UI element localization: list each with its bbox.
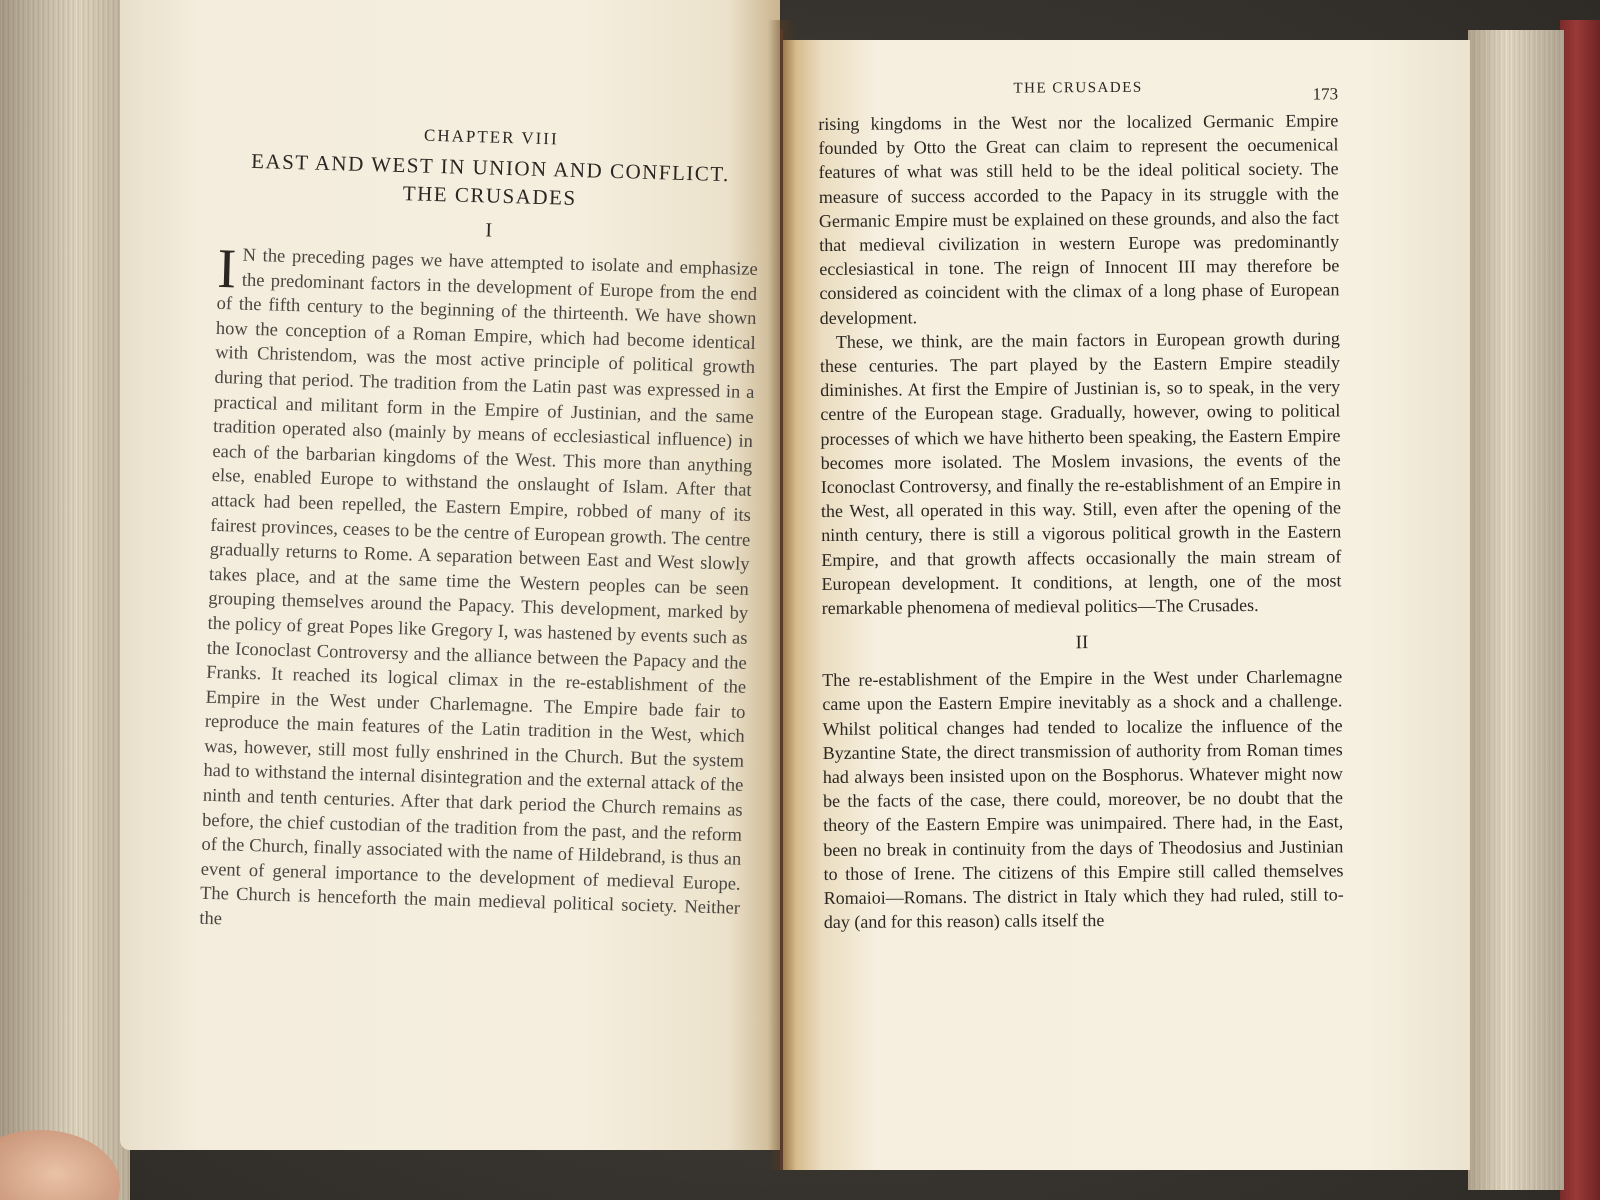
right-page-edges — [1468, 30, 1564, 1190]
left-page-content — [199, 110, 762, 946]
book-cover-edge — [1560, 20, 1600, 1200]
section-numeral-2: II — [1075, 632, 1089, 654]
right-page-content — [818, 76, 1344, 934]
right-paragraph-1: rising kingdoms in the West nor the localized Germanic Empire founded by Otto the Great can claim to represent the oecumenical features of what was still held to be the ideal political society. The measure of success accorded to the Papacy in its struggle with the Germanic Empire must be explained on these grounds, and also the fact that medieval civilization in western Europe was predominantly ecclesiastical in tone. The reign of Innocent III may therefore be considered as coincident with the climax of a long phase of European development. — [818, 110, 1340, 328]
chapter-label: CHAPTER VIII — [423, 125, 559, 149]
chapter-title-line-2: THE CRUSADES — [402, 181, 577, 210]
left-body-text: N the preceding pages we have attempted to isolate and emphasize the predominant factors in the development of Europe from the end of the fifth century to the beginning of the thirteenth. We have shown how the conception of a Roman Empire, which had become identical with Christendom, was the most active principle of political growth during that period. The tradition from the Latin past was expressed in a practical and militant form in the Empire of Justinian, and the same tradition operated also (mainly by means of ecclesiastical influence) in each of the barbarian kingdoms of the West. This more than anything else, enabled Europe to withstand the onslaught of Islam. After that attack had been repelled, the Eastern Empire, robbed of many of its fairest provinces, ceases to be the centre of European growth. The centre gradually returns to Rome. A separation between East and West slowly takes place, and at the same time the Western peoples can be seen grouping themselves around the Papacy. This development, marked by the policy of great Popes like Gregory I, was hastened by events such as the Iconoclast Controversy and the alliance between the Papacy and the Franks. It reached its logical climax in the re-establishment of the Empire in the West under Charlemagne. The Empire bade fair to reproduce the main features of the Latin tradition in the West, which was, however, still most fully enshrined in the Church. But the system had to withstand the internal disintegration and the external attack of the ninth and tenth centuries. After that dark period the Church remains as before, the chief custodian of the tradition from the past, and the reform of the Church, finally associated with the name of Hildebrand, is thus an event of general importance to the development of medieval Europe. The Church is henceforth the main medieval political society. Neither the — [199, 245, 759, 930]
left-page-body — [199, 237, 759, 946]
chapter-title-line-1: EAST AND WEST IN UNION AND CONFLICT. — [250, 148, 731, 187]
left-page-edges — [0, 0, 130, 1200]
running-title: THE CRUSADES — [1013, 79, 1143, 97]
section-numeral-1: I — [485, 219, 493, 242]
right-paragraph-2: These, we think, are the main factors in European growth during these centuries. The part played by the Eastern Empire steadily diminishes. At first the Empire of Justinian is, so to speak, in the very centre of the European stage. Gradually, however, owing to political processes of which we have hitherto been speaking, the Eastern Empire becomes more isolated. The Moslem invasions, the events of the Iconoclast Controversy, and finally the re-establishment of an Empire in the West, all operated in this way. Still, even after the opening of the ninth century, there is still a vigorous political growth in the Eastern Empire, and that growth affects occasionally the main stream of European development. It conditions, at length, one of the most remarkable phenomena of medieval politics—The Crusades. — [819, 328, 1342, 619]
page-number: 173 — [1312, 84, 1339, 104]
running-header — [818, 76, 1338, 112]
right-paragraph-3: The re-establishment of the Empire in the West under Charlemagne came upon the Eastern Empire inevitably as a shock and a challenge. Whilst political changes had tended to localize the influence of the Byzantine State, the direct transmission of authority from Roman times had always been insisted upon on the Bosphorus. Whatever might now be the facts of the case, there could, moreover, be no doubt that the theory of the Eastern Empire was unimpaired. There had, in the East, been no break in continuity from the days of Theodosius and Justinian to those of Irene. The citizens of this Empire still called themselves Romaioi—Romans. The district in Italy which they had ruled, still to-day (and for this reason) calls itself the — [822, 666, 1344, 933]
drop-cap: I — [216, 237, 238, 301]
spine-line — [780, 30, 783, 1170]
